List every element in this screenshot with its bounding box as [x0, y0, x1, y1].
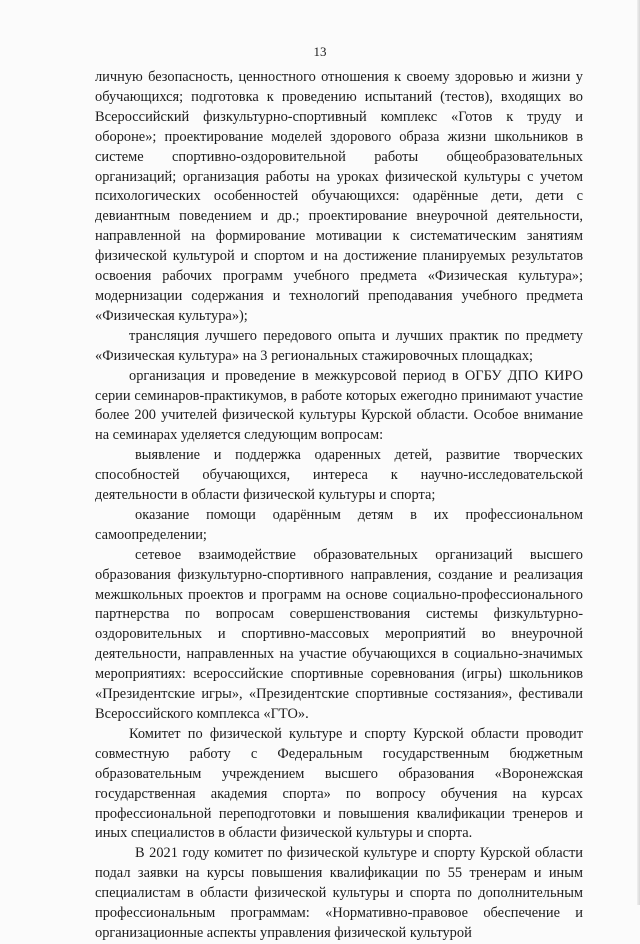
- paragraph-2: трансляция лучшего передового опыта и лучших практик по предмету «Физическая культура» на 3 региональных стажировочных площадках;: [95, 327, 583, 364]
- paragraph-6: сетевое взаимодействие образовательных организаций высшего образования физкультурно-спортивного направления, создание и реализация межшкольных проектов и программ на основе социально-профессионального партнерства по вопросам совершенствования системы физкультурно-оздоровительных и спортивно-массовых мероприятий во внеурочной деятельности, направленных на участие обучающихся в социально-значимых мероприятиях: всероссийские спортивные соревнования (игры) школьников «Президентские игры», «Президентские спортивные состязания», фестивали Всероссийского комплекса «ГТО».: [95, 546, 583, 722]
- page-number: 13: [313, 44, 327, 59]
- paragraph-3: организация и проведение в межкурсовой период в ОГБУ ДПО КИРО серии семинаров-практикумов, в работе которых ежегодно принимают участие более 200 учителей физической культуры Курской области. Особое внимание на семинарах уделяется следующим вопросам:: [95, 367, 583, 444]
- paragraph-1: личную безопасность, ценностного отношения к своему здоровью и жизни у обучающихся; подготовка к проведению испытаний (тестов), входящих во Всероссийский физкультурно-спортивный комплекс «Готов к труду и обороне»; проектирование моделей здорового образа жизни школьников в системе спортивно-оздоровительной работы общеобразовательных организаций; организация работы на уроках физической культуры с учетом психологических особенностей обучающихся: одарённые дети, дети с девиантным поведением и др.; проектирование внеурочной деятельности, направленной на формирование мотивации к систематическим занятиям физической культурой и спортом и на достижение планируемых результатов освоения рабочих программ учебного предмета «Физическая культура»; модернизации содержания и технологий преподавания учебного предмета «Физическая культура»);: [95, 69, 583, 324]
- paragraph-5: оказание помощи одарённым детям в их профессиональном самоопределении;: [95, 506, 583, 543]
- paragraph-7: Комитет по физической культуре и спорту Курской области проводит совместную работу с Федеральным государственным бюджетным образовательным учреждением высшего образования «Воронежская государственная академия спорта» по вопросу обучения на курсах профессиональной переподготовки и повышения квалификации тренеров и иных специалистов в области физической культуры и спорта.: [95, 725, 583, 842]
- paragraph-4: выявление и поддержка одаренных детей, развитие творческих способностей обучающихся, интереса к научно-исследовательской деятельности в области физической культуры и спорта;: [95, 447, 583, 504]
- document-body: [95, 68, 583, 944]
- paragraph-8: В 2021 году комитет по физической культуре и спорту Курской области подал заявки на курсы повышения квалификации по 55 тренерам и иным специалистам в области физической культуры и спорта по дополнительным профессиональным программам: «Нормативно-правовое обеспечение и организационные аспекты управления физической культурой: [95, 845, 583, 941]
